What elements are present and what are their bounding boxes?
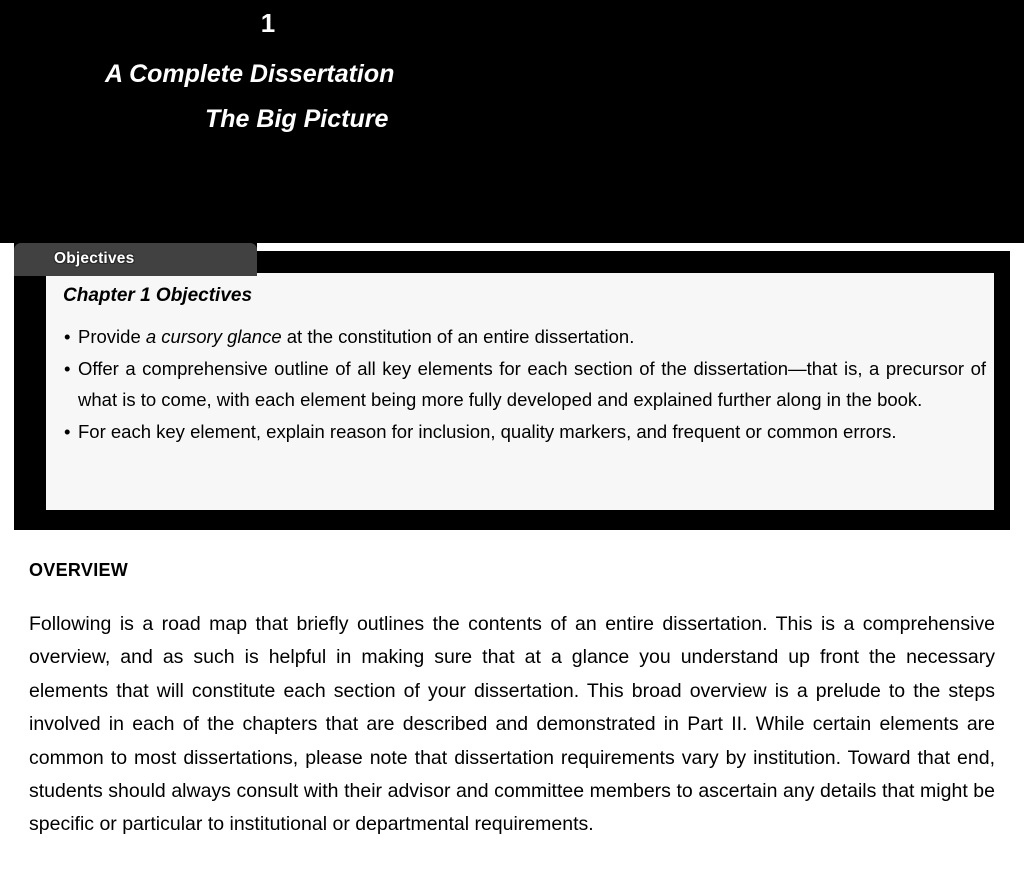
bullet-icon: •	[64, 420, 71, 442]
chapter-title: A Complete Dissertation	[105, 60, 395, 88]
list-item-text-part: Offer a comprehensive outline of all key elements for each section of the dissertation—that is, a precursor of what is to come, with each element being more fully developed and explained further along in the book.	[78, 357, 986, 410]
overview-body: Following is a road map that briefly outlines the contents of an entire dissertation. This is a comprehensive overview, and as such is helpful in making sure that at a glance you understand up front the necessary elements that will constitute each section of your dissertation. This broad overview is a prelude to the steps involved in each of the chapters that are described and demonstrated in Part II. While certain elements are common to most dissertations, please note that dissertation requirements vary by institution. Toward that end, students should always consult with their advisor and committee members to ascertain any details that might be specific or particular to institutional or departmental requirements.	[29, 613, 995, 836]
tab-objectives-label: Objectives	[54, 250, 135, 267]
objectives-panel	[46, 273, 994, 510]
objectives-list	[46, 321, 994, 447]
list-item	[46, 416, 994, 448]
overview-heading: OVERVIEW	[29, 560, 129, 580]
list-item	[46, 353, 994, 416]
tab-objectives[interactable]	[14, 243, 257, 276]
list-item-text-part: Provide	[78, 326, 146, 347]
chapter-number: 1	[260, 8, 276, 38]
bullet-icon: •	[64, 326, 71, 347]
overview-section	[29, 560, 995, 842]
list-item	[46, 321, 994, 353]
list-item-text-part: For each key element, explain reason for inclusion, quality markers, and frequent or common errors.	[78, 420, 897, 442]
objectives-box	[14, 243, 1010, 530]
objectives-heading: Chapter 1 Objectives	[63, 285, 253, 306]
list-item-text-emphasis: a cursory glance	[145, 326, 282, 347]
list-item-text-part: at the constitution of an entire dissertation.	[281, 326, 635, 347]
objectives-top-gap	[257, 243, 1010, 251]
chapter-subtitle: The Big Picture	[205, 105, 389, 133]
bullet-icon: •	[64, 357, 71, 379]
chapter-banner	[0, 0, 1024, 243]
